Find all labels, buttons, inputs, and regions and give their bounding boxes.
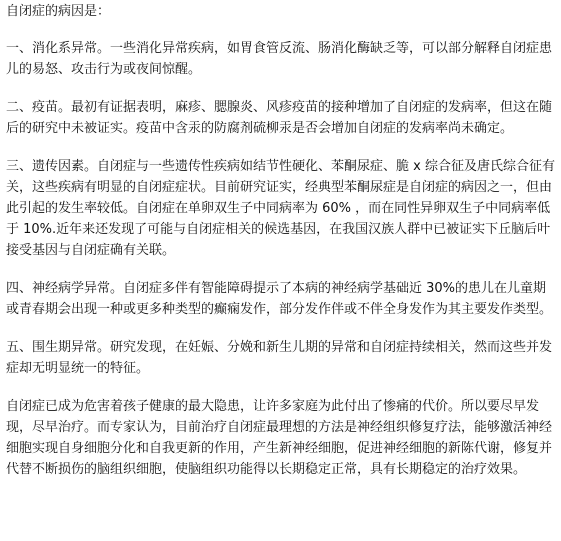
paragraph-perinatal: 五、围生期异常。研究发现，在妊娠、分娩和新生儿期的异常和自闭症持续相关，然而这些并发症却无明显统一的特征。 [6,340,553,376]
paragraph-genetic: 三、遗传因素。自闭症与一些遗传性疾病如结节性硬化、苯酮尿症、脆 x 综合征及唐氏综合征有关，这些疾病有明显的自闭症症状。目前研究证实，经典型苯酮尿症是自闭症的病因之一，但由此引起的发生率较低。自闭症在单卵双生子中同病率为 60% ，而在同性异卵双生子中同病率低于 10%.近年来还发现了可能与自闭症相关的候选基因，在我国汉族人群中已被证实下丘脑后叶接受基因与自闭症确有关联。 [6,159,555,258]
paragraph-conclusion: 自闭症已成为危害着孩子健康的最大隐患，让许多家庭为此付出了惨痛的代价。所以要尽早发现，尽早治疗。而专家认为，目前治疗自闭症最理想的方法是神经组织修复疗法，能够激活神经细胞实现自身细胞分化和自我更新的作用，产生新神经细胞，促进神经细胞的新陈代谢，修复并代替不断损伤的脑组织细胞，使脑组织功能得以长期稳定正常，具有长期稳定的治疗效果。 [6,399,553,477]
paragraph-vaccine: 二、疫苗。最初有证据表明，麻疹、腮腺炎、风疹疫苗的接种增加了自闭症的发病率，但这在随后的研究中未被证实。疫苗中含汞的防腐剂硫柳汞是否会增加自闭症的发病率尚未确定。 [6,100,553,136]
paragraph-neurological: 四、神经病学异常。自闭症多伴有智能障碍提示了本病的神经病学基础近 30%的患儿在儿童期或青春期会出现一种或更多种类型的癫痫发作，部分发作伴或不伴全身发作为其主要发作类型。 [6,281,553,317]
paragraph-digestive: 一、消化系异常。一些消化异常疾病，如胃食管反流、肠消化酶缺乏等，可以部分解释自闭症患儿的易怒、攻击行为或夜间惊醒。 [6,41,553,77]
article-body [6,2,557,480]
article-heading: 自闭症的病因是： [6,4,111,19]
